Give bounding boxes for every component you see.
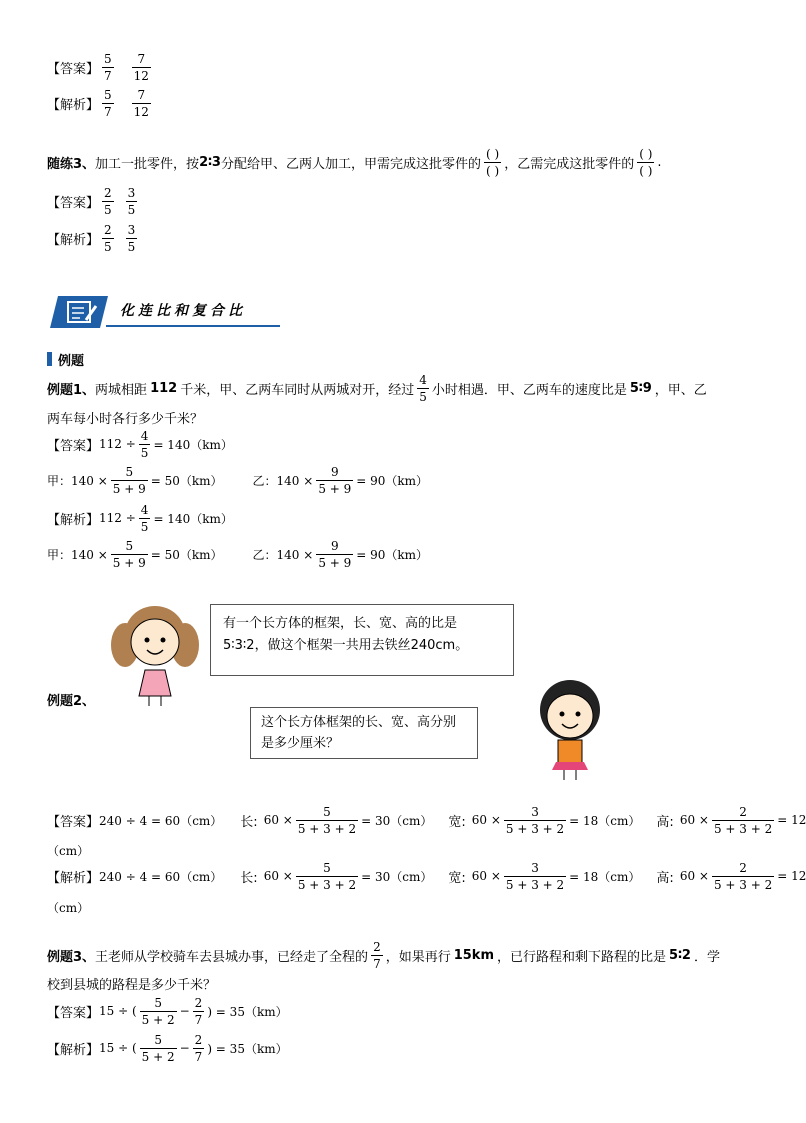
calc: − bbox=[179, 1004, 190, 1018]
calc: ) = 35（km） bbox=[207, 1004, 288, 1019]
analysis-label: 【解析】 bbox=[47, 1042, 100, 1058]
question-text: ，已行路程和剩下路程的比是 bbox=[497, 949, 667, 965]
blank-fraction: ( ) ( ) bbox=[639, 146, 653, 178]
question-text: ．学 bbox=[693, 949, 720, 965]
analysis-label: 【解析】 bbox=[47, 97, 100, 113]
fraction: $\frac{5}{5 + 9}$ bbox=[112, 538, 146, 570]
calc: 甲：140 × bbox=[47, 473, 108, 488]
calc: = 90（km） bbox=[356, 473, 429, 488]
calc: 60 × bbox=[263, 869, 293, 883]
fraction: $\frac{2}{5 + 3 + 2}$ bbox=[713, 804, 773, 836]
calc: 15 ÷ ( bbox=[99, 1004, 137, 1018]
fraction: $\frac{9}{5 + 9}$ bbox=[318, 464, 352, 496]
calc: = 30（cm） bbox=[361, 813, 433, 828]
calc: = 30（cm） bbox=[361, 869, 433, 884]
question-label: 随练3、 bbox=[47, 156, 96, 172]
calc: 240 ÷ 4 = 60（cm） bbox=[99, 869, 223, 884]
ex3-question-line1 bbox=[47, 938, 720, 972]
question-text: 千米，甲、乙两车同时从两城对开，经过 bbox=[180, 382, 415, 398]
fraction: 2 5 bbox=[104, 222, 112, 254]
calc: 60 × bbox=[471, 869, 501, 883]
girl-pigtails-illustration bbox=[105, 600, 205, 710]
section-header bbox=[50, 294, 250, 330]
fraction: $\frac{2}{7}$ bbox=[194, 995, 203, 1027]
ex1-analysis-speeds bbox=[47, 536, 428, 572]
question-text: ，乙需完成这批零件的 bbox=[504, 156, 635, 172]
header-marker bbox=[47, 352, 52, 366]
fraction: $\frac{4}{5}$ bbox=[140, 502, 149, 534]
question-label: 例题3、 bbox=[47, 949, 96, 965]
ratio: 5∶9 bbox=[629, 380, 652, 396]
top-analysis-line bbox=[47, 88, 154, 118]
fraction: 2 5 bbox=[104, 185, 112, 217]
ex1-analysis bbox=[47, 501, 233, 535]
ex3-answer bbox=[47, 993, 288, 1029]
fraction: $\frac{2}{5 + 3 + 2}$ bbox=[713, 860, 773, 892]
question-text: 校到县城的路程是多少千米？ bbox=[47, 977, 217, 993]
question-text: 两城相距 bbox=[95, 382, 148, 398]
drill3-answer bbox=[47, 184, 140, 218]
dimension-label: 高: bbox=[656, 870, 674, 886]
fraction: 7 12 bbox=[133, 51, 149, 83]
ex1-question-line1 bbox=[47, 371, 707, 405]
examples-header bbox=[47, 350, 84, 368]
fraction: $\frac{5}{5 + 3 + 2}$ bbox=[297, 860, 357, 892]
blank-fraction: ( ) ( ) bbox=[486, 146, 500, 178]
drill3-question bbox=[47, 145, 662, 179]
ex3-analysis bbox=[47, 1030, 288, 1066]
calc: ) = 35（km） bbox=[207, 1041, 288, 1056]
question-text: 小时相遇．甲、乙两车的速度比是 bbox=[431, 382, 627, 398]
fraction: $\frac{9}{5 + 9}$ bbox=[318, 538, 352, 570]
ratio: 5∶2 bbox=[669, 947, 691, 963]
girl-short-hair-illustration bbox=[530, 672, 610, 784]
drill3-analysis bbox=[47, 221, 140, 255]
calc: = 12 bbox=[777, 813, 806, 827]
fraction: 5 5 + 2 bbox=[141, 995, 175, 1027]
question-text: ，如果再行 bbox=[385, 949, 451, 965]
answer-label: 【答案】 bbox=[47, 438, 100, 454]
speech-bubble-1: 有一个长方体的框架，长、宽、高的比是5∶3∶2，做这个框架一共用去铁丝240cm。 bbox=[210, 604, 514, 676]
section-title: 化连比和复合比 bbox=[120, 303, 246, 319]
calc: 60 × bbox=[679, 869, 709, 883]
calc: 240 ÷ 4 = 60（cm） bbox=[99, 813, 223, 828]
examples-title: 例题 bbox=[58, 353, 85, 369]
ratio: 2∶3 bbox=[199, 154, 221, 170]
question-text: . bbox=[657, 154, 662, 170]
fraction: $\frac{5}{5 + 3 + 2}$ bbox=[297, 804, 357, 836]
calc: = 18（cm） bbox=[569, 813, 641, 828]
fraction: $\frac{4}{5}$ bbox=[140, 428, 149, 460]
question-text: ，甲、乙 bbox=[654, 382, 707, 398]
analysis-label: 【解析】 bbox=[47, 512, 100, 528]
analysis-label: 【解析】 bbox=[47, 232, 100, 248]
fraction: 3 5 bbox=[127, 222, 136, 254]
answer-label: 【答案】 bbox=[47, 61, 100, 77]
ex1-answer bbox=[47, 427, 233, 461]
ex3-question-line2 bbox=[47, 972, 216, 994]
dimension-label: 高: bbox=[656, 814, 674, 830]
fraction: 5 7 bbox=[104, 51, 112, 83]
fraction: 5 7 bbox=[104, 87, 112, 119]
question-label: 例题1、 bbox=[47, 382, 96, 398]
calc: 60 × bbox=[679, 813, 709, 827]
notebook-pencil-icon bbox=[50, 294, 110, 330]
ex2-answer bbox=[47, 802, 806, 838]
fraction: 2 7 bbox=[373, 939, 381, 971]
calc: 甲：140 × bbox=[47, 547, 108, 562]
unit: （cm） bbox=[47, 900, 90, 915]
ex2-analysis bbox=[47, 858, 806, 894]
ex2-label-line bbox=[47, 689, 95, 709]
question-text: 两车每小时各行多少千米？ bbox=[47, 411, 204, 427]
calc: = 50（km） bbox=[150, 547, 223, 562]
fraction: 4 5 bbox=[419, 372, 427, 404]
answer-label: 【答案】 bbox=[47, 814, 100, 830]
calc: = 18（cm） bbox=[569, 869, 641, 884]
calc: 15 ÷ ( bbox=[99, 1041, 137, 1055]
fraction: 5 5 + 2 bbox=[141, 1032, 175, 1064]
ex1-answer-speeds bbox=[47, 462, 428, 498]
calc: = 90（km） bbox=[356, 547, 429, 562]
calc: − bbox=[179, 1041, 190, 1055]
calc: = 50（km） bbox=[150, 473, 223, 488]
calc: 乙：140 × bbox=[252, 547, 314, 562]
fraction: 7 12 bbox=[133, 87, 149, 119]
distance-value: 15km bbox=[453, 947, 495, 963]
question-text: 加工一批零件，按 bbox=[95, 156, 200, 172]
dimension-label: 宽: bbox=[448, 814, 466, 830]
fraction: $\frac{3}{5 + 3 + 2}$ bbox=[505, 804, 565, 836]
calc: 乙：140 × bbox=[252, 473, 314, 488]
calc: 112 ÷ bbox=[99, 511, 136, 525]
calc: 60 × bbox=[471, 813, 501, 827]
calc: = 12 bbox=[777, 869, 806, 883]
question-label: 例题2、 bbox=[47, 693, 96, 709]
calc: 112 ÷ bbox=[99, 437, 136, 451]
calc: = 140（km） bbox=[153, 511, 233, 526]
analysis-label: 【解析】 bbox=[47, 870, 100, 886]
top-answer-line bbox=[47, 52, 154, 82]
fraction: 3 5 bbox=[127, 185, 136, 217]
fraction: $\frac{5}{5 + 9}$ bbox=[112, 464, 146, 496]
question-text: 王老师从学校骑车去县城办事，已经走了全程的 bbox=[95, 949, 369, 965]
dimension-label: 长: bbox=[240, 870, 258, 886]
speech-bubble-2: 这个长方体框架的长、宽、高分别是多少厘米？ bbox=[250, 707, 478, 759]
ex1-question-line2 bbox=[47, 406, 203, 428]
dimension-label: 宽: bbox=[448, 870, 466, 886]
distance-value: 112 bbox=[150, 380, 178, 396]
calc: = 140（km） bbox=[153, 437, 233, 452]
fraction: $\frac{2}{7}$ bbox=[194, 1032, 203, 1064]
dimension-label: 长: bbox=[240, 814, 258, 830]
section-underline bbox=[106, 325, 280, 327]
ex2-answer-unit bbox=[47, 840, 89, 860]
fraction: $\frac{3}{5 + 3 + 2}$ bbox=[505, 860, 565, 892]
unit: （cm） bbox=[47, 843, 90, 858]
question-text: 分配给甲、乙两人加工，甲需完成这批零件的 bbox=[220, 156, 481, 172]
calc: 60 × bbox=[263, 813, 293, 827]
ex2-analysis-unit bbox=[47, 897, 89, 917]
answer-label: 【答案】 bbox=[47, 1005, 100, 1021]
answer-label: 【答案】 bbox=[47, 195, 100, 211]
